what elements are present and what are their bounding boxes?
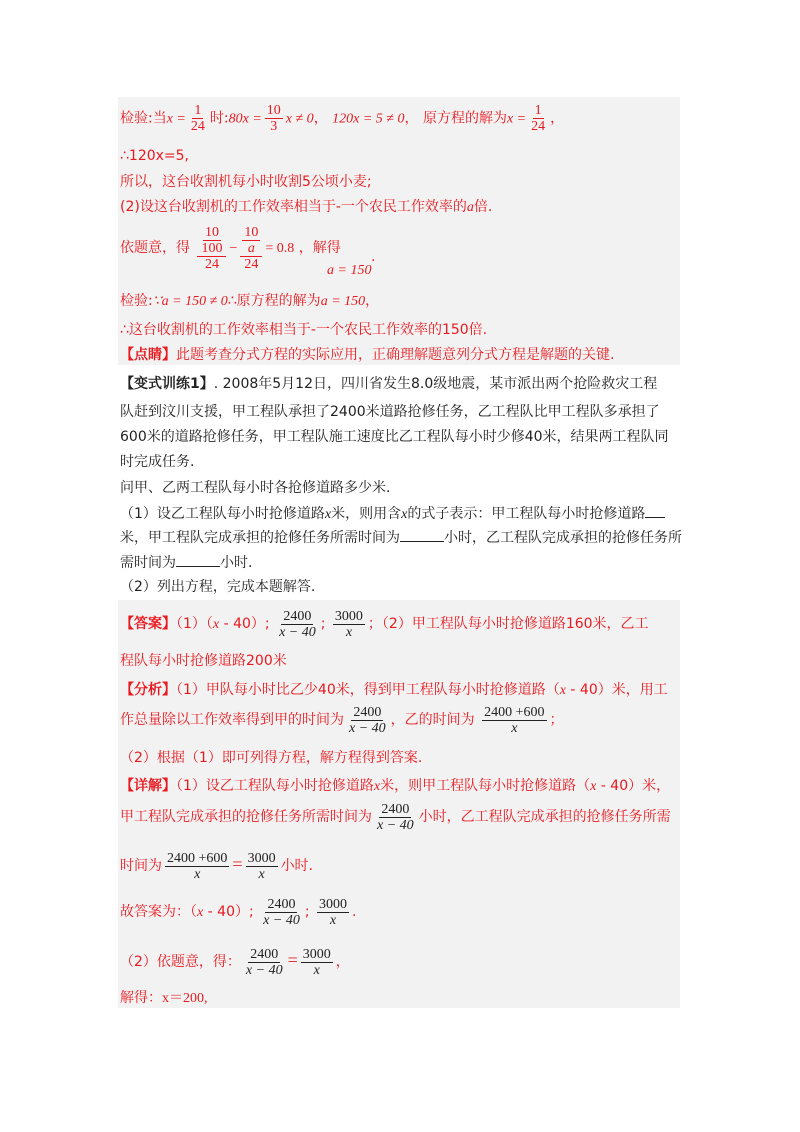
denominator: x	[313, 962, 320, 978]
math-var: a	[466, 200, 474, 215]
fraction	[244, 947, 285, 978]
fraction	[265, 103, 283, 134]
text: ，	[335, 954, 350, 970]
text: 小时.	[220, 555, 253, 571]
text: 米，甲工程队完成承担的抢修任务所需时间为	[120, 530, 400, 546]
answer-blank-2[interactable]	[400, 527, 444, 542]
answer-blank-1[interactable]	[645, 503, 665, 518]
text: （1）（	[176, 616, 213, 632]
math-text: a = 150	[320, 294, 366, 309]
fraction	[375, 802, 416, 833]
conclusion-2: ∴这台收割机的工作效率相当于-一个农民工作效率的150倍.	[120, 322, 488, 338]
section-label: 【分析】	[120, 682, 176, 698]
part2-setup	[120, 197, 492, 218]
math-text: =	[287, 950, 298, 970]
solution-dot: .	[371, 249, 376, 265]
text: 原方程的解为	[422, 110, 507, 127]
check-line-1	[120, 103, 564, 134]
compound-fraction-1	[197, 225, 226, 272]
text: ，	[365, 293, 380, 309]
answer-line-2: 程队每小时抢修道路200米	[120, 653, 287, 669]
fraction	[277, 609, 318, 640]
math-var: x	[197, 905, 204, 920]
detail-line-1	[120, 776, 670, 797]
denominator: 24	[204, 256, 219, 272]
math-text: x =	[166, 111, 186, 127]
text: ，解得	[298, 240, 341, 256]
text: （1）设乙工程队每小时抢修道路	[176, 778, 374, 794]
text: 小时，乙工程队完成承担的抢修任务所	[444, 530, 682, 546]
text: .	[352, 904, 357, 920]
text: ，	[313, 110, 328, 127]
math-text: x＝200,	[162, 991, 208, 1006]
section-label: 【答案】	[120, 616, 176, 632]
math-text: x =	[506, 111, 527, 127]
variant-line-3: 600米的道路抢修任务，甲工程队施工速度比乙工程队每小时少修40米，结果两工程队同	[120, 429, 669, 445]
text: ，	[550, 110, 565, 127]
math-text: ∵a = 150 ≠ 0	[152, 294, 228, 309]
fraction	[317, 897, 349, 928]
math-text: = 0.8	[265, 241, 295, 256]
numerator: 2400	[250, 946, 279, 962]
numerator: 10	[244, 224, 259, 240]
math-text: 80x =	[228, 111, 262, 127]
fraction	[333, 609, 365, 640]
numerator: 2400	[283, 608, 312, 624]
variant-line-1	[120, 374, 657, 394]
text: ;	[304, 904, 310, 920]
denominator: x − 40	[245, 962, 283, 978]
section-label: 【点睛】	[120, 347, 176, 363]
fraction	[246, 851, 278, 882]
fraction	[347, 705, 388, 736]
denominator: x − 40	[377, 817, 414, 833]
fraction	[482, 705, 546, 736]
variant-line-5: 问甲、乙两工程队每小时各抢修道路多少米.	[120, 480, 391, 496]
text: (2)设这台收割机的工作效率相当于-一个农民工作效率的	[120, 199, 467, 215]
variant-line-2: 队赶到汶川支援，甲工程队承担了2400米道路抢修任务，乙工程队比甲工程队多承担了	[120, 404, 660, 420]
detail-equation-line	[120, 942, 350, 980]
answer-line-1	[120, 606, 649, 643]
detail-answer-line	[120, 894, 356, 931]
numerator: 10	[204, 224, 219, 240]
math-var: x	[559, 683, 566, 698]
numerator: 3000	[302, 946, 331, 962]
dianjing-line	[120, 345, 614, 365]
analysis-line-3: （2）根据（1）即可列得方程，解方程得到答案.	[120, 750, 423, 766]
fraction	[189, 103, 207, 134]
denominator: x − 40	[263, 912, 300, 928]
text: ；	[549, 712, 564, 728]
math-var: x	[212, 617, 220, 632]
fraction	[529, 103, 547, 134]
denominator: 100	[201, 240, 223, 256]
denominator: 3	[270, 119, 278, 134]
math-var: x	[373, 779, 381, 794]
text: - 40）米，	[596, 778, 671, 794]
denominator: 24	[244, 256, 259, 272]
fraction	[301, 947, 333, 978]
denominator: 24	[190, 119, 205, 134]
text: （2）依题意，得：	[120, 954, 241, 970]
numerator: 3000	[319, 896, 347, 912]
solution-a: a = 150	[327, 263, 372, 278]
detail-line-2	[120, 799, 671, 835]
denominator: x	[194, 866, 201, 882]
denominator: a	[247, 240, 255, 256]
conclusion-1: 所以，这台收割机每小时收割5公顷小麦;	[120, 174, 372, 190]
denominator: 24	[531, 119, 546, 134]
text: 解得：	[120, 990, 162, 1006]
analysis-line-1	[120, 680, 668, 701]
text: （1）设乙工程队每小时抢修道路	[120, 506, 325, 522]
text: ∴原方程的解为	[227, 293, 321, 309]
therefore-120x: ∴120x=5,	[120, 148, 190, 164]
variant-line-4: 时完成任务.	[120, 454, 195, 470]
text: 甲工程队完成承担的抢修任务所需时间为	[120, 809, 372, 825]
math-var: x	[590, 779, 597, 794]
variant-line-9: （2）列出方程，完成本题解答.	[120, 579, 316, 595]
numerator: 2400 +600	[167, 850, 228, 866]
numerator: 2400	[267, 896, 296, 912]
math-var: x	[401, 507, 408, 522]
denominator: x	[345, 624, 353, 640]
text: ;	[320, 616, 326, 632]
equation-line-2: 依题意，得 $\frac{\frac{10}{100}}{24}$ − $\frac{\frac{10}{a}}{24}$ = 0.8 ，解得	[120, 224, 341, 272]
text: 的式子表示：甲工程队每小时抢修道路	[407, 506, 646, 522]
math-text: 120x = 5 ≠ 0	[332, 111, 405, 127]
text: - 40）米，用工	[565, 682, 668, 698]
numerator	[197, 225, 226, 257]
detail-solution-line	[120, 988, 208, 1009]
text: ；（2）甲工程队每小时抢修道路160米，乙工	[367, 616, 649, 632]
variant-line-6	[120, 503, 665, 525]
text: 米，则用含	[331, 506, 402, 522]
numerator: 1	[534, 103, 542, 118]
text: （1）甲队每小时比乙少40米，得到甲工程队每小时抢修道路（	[176, 682, 560, 698]
answer-blank-3[interactable]	[176, 552, 220, 567]
text: 倍.	[473, 199, 493, 215]
detail-line-3	[120, 846, 313, 884]
section-label: 【详解】	[120, 778, 176, 794]
math-var: x	[324, 507, 332, 522]
text: 时间为	[120, 858, 162, 874]
variant-line-7	[120, 527, 682, 548]
text: 小时.	[280, 858, 314, 874]
numerator: 2400 +600	[484, 704, 545, 720]
denominator: x − 40	[349, 720, 386, 736]
compound-fraction-2	[240, 225, 262, 272]
numerator: 3000	[247, 850, 276, 866]
variant-line-8	[120, 552, 252, 573]
text: ，	[404, 110, 419, 127]
text: 检验:	[120, 293, 153, 309]
fraction	[261, 897, 302, 928]
text: - 40）;	[203, 904, 254, 920]
numerator: 10	[266, 103, 281, 118]
denominator: x − 40	[279, 624, 316, 640]
denominator: x	[258, 866, 265, 882]
text: 依题意，得	[120, 240, 190, 256]
text: . 2008年5月12日，四川省发生8.0级地震，某市派出两个抢险救灾工程	[213, 376, 658, 392]
text: 时:	[209, 110, 229, 127]
text: 米，则甲工程队每小时抢修道路（	[380, 778, 591, 794]
section-label: 【变式训练1】	[120, 376, 214, 392]
text: 作总量除以工作效率得到甲的时间为	[120, 712, 344, 728]
denominator: x	[329, 912, 337, 928]
numerator: 2400	[381, 801, 410, 817]
denominator: x	[511, 720, 518, 736]
analysis-line-2	[120, 702, 564, 738]
inner-fraction	[242, 225, 260, 256]
numerator: 3000	[334, 608, 363, 624]
text: - 40）;	[219, 616, 270, 632]
numerator	[240, 225, 262, 257]
check-line-2	[120, 291, 379, 312]
numerator: 1	[194, 103, 202, 118]
check-prefix: 检验:当	[120, 110, 167, 127]
fraction	[165, 851, 229, 882]
inner-fraction	[199, 225, 224, 256]
text: 需时间为	[120, 555, 176, 571]
numerator: 2400	[353, 704, 382, 720]
math-text: x ≠ 0	[285, 111, 314, 127]
text: 故答案为：（	[120, 904, 197, 920]
text: 小时，乙工程队完成承担的抢修任务所需	[418, 809, 671, 825]
text: 此题考查分式方程的实际应用，正确理解题意列分式方程是解题的关键.	[176, 347, 615, 363]
text: ，乙的时间为	[390, 712, 475, 728]
math-text: =	[232, 854, 243, 874]
